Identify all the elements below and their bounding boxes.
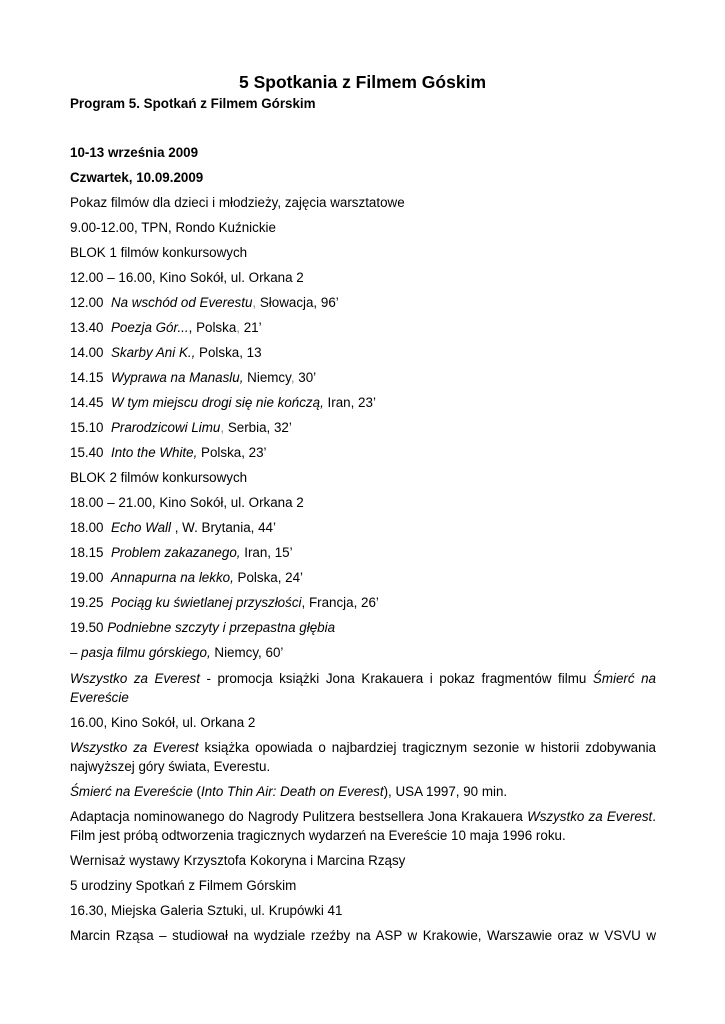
day-heading: Czwartek, 10.09.2009 xyxy=(70,170,204,185)
block2-venue: 18.00 – 21.00, Kino Sokół, ul. Orkana 2 xyxy=(70,495,304,510)
exhibition-venue: 16.30, Miejska Galeria Sztuki, ul. Krupówki 41 xyxy=(70,903,343,918)
film-entry: 14.00 Skarby Ani K., Polska, 13 xyxy=(70,345,262,360)
film-entry: 18.15 Problem zakazanego, Iran, 15’ xyxy=(70,545,293,560)
document-title: 5 Spotkania z Filmem Góskim xyxy=(238,72,487,92)
block2-header: BLOK 2 filmów konkursowych xyxy=(70,470,248,485)
film-entry: 12.00 Na wschód od Everestu, Słowacja, 96’ xyxy=(70,295,339,310)
everest-venue: 16.00, Kino Sokół, ul. Orkana 2 xyxy=(70,715,256,730)
everest-book-line-continued: najwyższej góry świata, Everestu. xyxy=(70,759,271,774)
program-subtitle: Program 5. Spotkań z Filmem Górskim xyxy=(70,96,316,111)
everest-promo-line-continued: Evereście xyxy=(70,690,129,705)
adaptation-line: Adaptacja nominowanego do Nagrody Pulitzera bestsellera Jona Krakauera Wszystko za Everest. xyxy=(70,809,657,824)
film-entry: 18.00 Echo Wall , W. Brytania, 44’ xyxy=(70,520,276,535)
everest-promo-line: Wszystko za Everest - promocja książki Jona Krakauera i pokaz fragmentów filmu Śmierć na xyxy=(70,671,656,686)
kids-screening-line: Pokaz filmów dla dzieci i młodzieży, zajęcia warsztatowe xyxy=(70,195,405,210)
block1-venue: 12.00 – 16.00, Kino Sokół, ul. Orkana 2 xyxy=(70,270,304,285)
film-entry: 14.15 Wyprawa na Manaslu, Niemcy, 30’ xyxy=(70,370,317,385)
film-entry-continued: – pasja filmu górskiego, Niemcy, 60’ xyxy=(70,645,284,660)
block1-header: BLOK 1 filmów konkursowych xyxy=(70,245,248,260)
film-entry: 15.10 Prarodzicowi Limu, Serbia, 32’ xyxy=(70,420,292,435)
film-entry: 19.25 Pociąg ku świetlanej przyszłości, Francja, 26’ xyxy=(70,595,379,610)
film-entry: 19.50 Podniebne szczyty i przepastna głębia xyxy=(70,620,336,635)
exhibition-line: Wernisaż wystawy Krzysztofa Kokoryna i Marcina Rząsy xyxy=(70,853,406,868)
adaptation-line-continued: Film jest próbą odtworzenia tragicznych wydarzeń na Evereście 10 maja 1996 roku. xyxy=(70,828,566,843)
film-entry: 13.40 Poezja Gór..., Polska, 21’ xyxy=(70,320,262,335)
everest-book-line: Wszystko za Everest książka opowiada o najbardziej tragicznym sezonie w historii zdobywania xyxy=(70,740,656,755)
artist-bio-line: Marcin Rząsa – studiował na wydziale rzeźby na ASP w Krakowie, Warszawie oraz w VSVU w xyxy=(70,928,656,943)
film-entry: 19.00 Annapurna na lekko, Polska, 24’ xyxy=(70,570,304,585)
anniversary-line: 5 urodziny Spotkań z Filmem Górskim xyxy=(70,878,297,893)
film-entry: 15.40 Into the White, Polska, 23’ xyxy=(70,445,267,460)
film-entry: 14.45 W tym miejscu drogi się nie kończą, Iran, 23’ xyxy=(70,395,376,410)
kids-venue-line: 9.00-12.00, TPN, Rondo Kuźnickie xyxy=(70,220,276,235)
everest-film-line: Śmierć na Evereście (Into Thin Air: Death on Everest), USA 1997, 90 min. xyxy=(70,784,508,799)
festival-dates: 10-13 września 2009 xyxy=(70,145,199,160)
